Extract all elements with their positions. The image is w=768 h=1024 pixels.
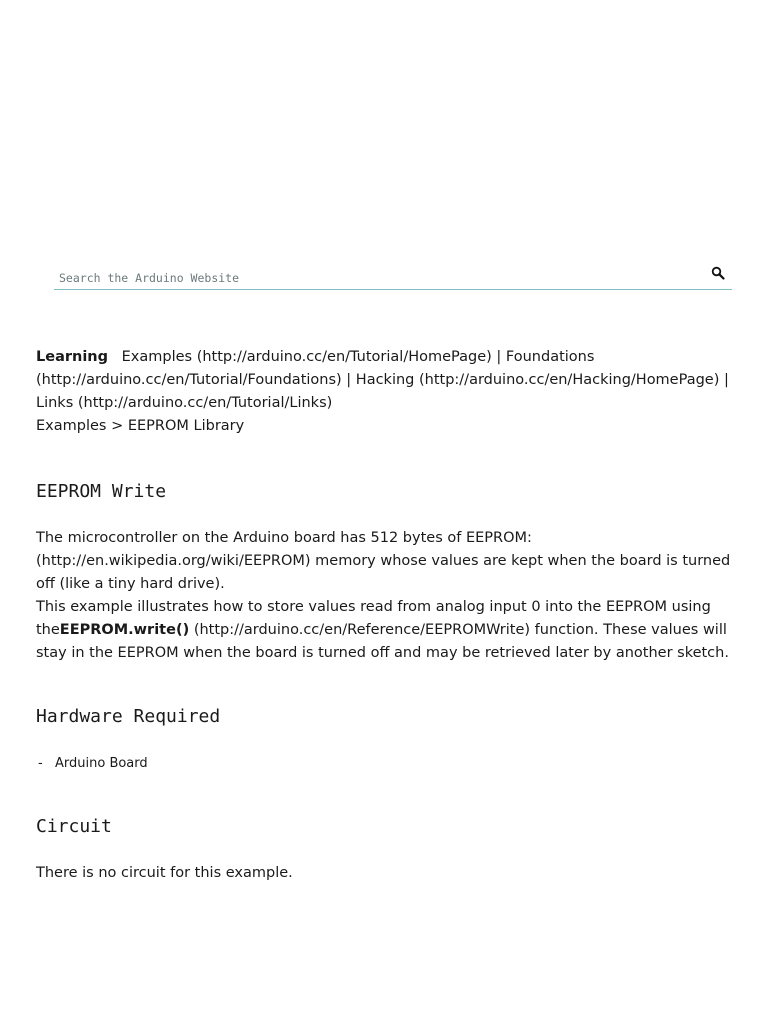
intro-paragraph-2 xyxy=(36,596,732,665)
breadcrumb-separator: | xyxy=(346,372,352,388)
intro-text-suffix: function. These values will stay in the EEPROM when the board is turned off and may be retrieved later by another sketch. xyxy=(36,622,729,661)
page-title: EEPROM Write xyxy=(36,481,167,502)
search-icon[interactable] xyxy=(711,266,725,280)
circuit-heading: Circuit xyxy=(36,816,112,837)
link-links[interactable]: Links (http://arduino.cc/en/Tutorial/Links) xyxy=(36,395,333,411)
breadcrumb-path: Examples > EEPROM Library xyxy=(36,418,245,434)
list-bullet: - xyxy=(38,756,43,771)
breadcrumb-section: Learning xyxy=(36,349,109,365)
breadcrumb-separator: | xyxy=(496,349,502,365)
main-content xyxy=(36,346,732,885)
intro-block xyxy=(36,527,732,665)
link-eeprom-write-reference[interactable]: (http://arduino.cc/en/Reference/EEPROMWrite) xyxy=(193,622,531,638)
hardware-item-label: Arduino Board xyxy=(55,756,148,771)
circuit-text: There is no circuit for this example. xyxy=(36,865,293,881)
list-item xyxy=(36,752,732,775)
search-bar xyxy=(54,262,732,290)
link-examples[interactable]: Examples (http://arduino.cc/en/Tutorial/HomePage) xyxy=(121,349,492,365)
intro-text-prefix: This example illustrates how to store values read from analog input 0 into the EEPROM using the xyxy=(36,599,711,638)
breadcrumb xyxy=(36,346,732,415)
hardware-list xyxy=(36,752,732,775)
link-foundations[interactable]: Foundations (http://arduino.cc/en/Tutorial/Foundations) xyxy=(36,349,595,388)
breadcrumb-separator: | xyxy=(723,372,729,388)
hardware-heading: Hardware Required xyxy=(36,706,221,727)
link-hacking[interactable]: Hacking (http://arduino.cc/en/Hacking/HomePage) xyxy=(355,372,720,388)
eeprom-write-function: EEPROM.write() xyxy=(59,622,190,638)
search-input[interactable] xyxy=(54,268,699,288)
intro-paragraph-1: The microcontroller on the Arduino board has 512 bytes of EEPROM: (http://en.wikipedia.org/wiki/EEPROM) memory whose values are kept when the board is turned off (like a tiny hard drive). xyxy=(36,530,731,592)
